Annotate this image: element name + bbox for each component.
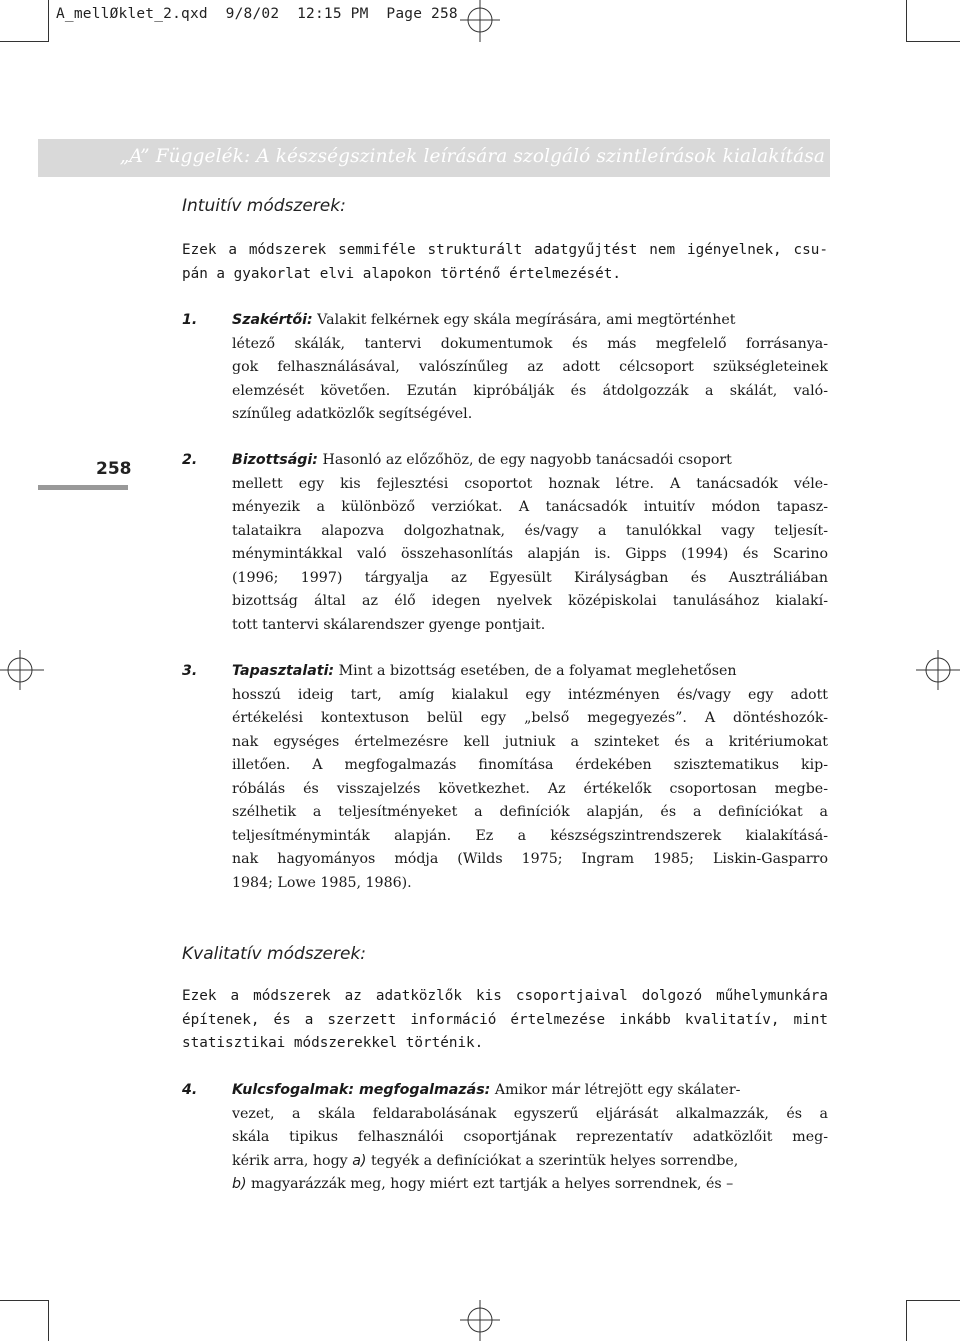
item-number: 2. [182, 452, 198, 468]
section-heading-intuitive: Intuitív módszerek: [182, 196, 346, 216]
item-keyword: Kulcsfogalmak: megfogalmazás: [232, 1082, 491, 1098]
list-item-committee: 2. Bizottsági: Hasonló az előzőhöz, de egy nagyobb tanácsadói csoport mellett egy kis fejlesztési csoportot hoznak létre. A tanácsadók véle- ményezik a különböző verziókat. A tanácsadók intuitív módon tapasz- talataikra alapozva dolgozhatnak, és/vagy a tanulókkal vagy teljesít- ménymintákkal való összehasonlítás alapján is. Gipps (1994) és Scarino (1996; 1997) tárgyalja az Egyesült Királyságban és Ausztráliában bizottság által az élő idegen nyelvek középiskolai tanulásához kialakí- tott tantervi skálarendszer gyenge pontjait. [182, 449, 828, 637]
list-item-experiential: 3. Tapasztalati: Mint a bizottság esetében, de a folyamat meglehetősen hosszú ideig tart, amíg kialakul egy intézményen és/vagy egy adott értékelési kontextuson belül egy „belső megegyezés”. A döntéshozók- nak egységes értelmezésre kell jutniuk a szinteket és a kritériumokat illetően. A megfogalmazás finomítása érdekében szisztematikus kip- róbálás és visszajelzés következhet. Az értékelők csoportosan megbe- szélhetik a teljesítményeket a definíciók alapján, és a definíciókat a teljesítményminták alapján. Ez a készségszintrendszerek kialakításá- nak hagyományos módja (Wilds 1975; Ingram 1985; Liskin-Gasparro 1984; Lowe 1985, 1986). [182, 660, 828, 895]
page-number-rule [38, 485, 128, 490]
intro-paragraph-qualitative: Ezek a módszerek az adatközlők kis csoportjaival dolgozó műhelymunkára építenek, és a szerzett információ értelmezése inkább kvalitatív, mint statisztikai módszerekkel történik. [182, 988, 828, 1051]
item-number: 4. [182, 1082, 198, 1098]
page-number: 258 [96, 459, 132, 479]
item-keyword: Szakértői: [232, 312, 313, 328]
registration-target-left [0, 650, 44, 690]
registration-target-right [916, 650, 960, 690]
list-item-expert: 1. Szakértői: Valakit felkérnek egy skála megírására, ami megtörténhet létező skálák, tantervi dokumentumok és más megfelelő forrásanya- gok felhasználásával, valószínűleg az adott célcsoport szükségleteinek elemzését követően. Ezután kipróbálják és átdolgozzák a skálát, való- színűleg adatközlők segítségével. [182, 309, 828, 427]
file-slug: A_mellØklet_2.qxd 9/8/02 12:15 PM Page 258 [56, 6, 458, 22]
item-keyword: Bizottsági: [232, 452, 318, 468]
appendix-banner [38, 139, 830, 177]
section-heading-qualitative: Kvalitatív módszerek: [182, 944, 367, 964]
list-item-key-concepts: 4. Kulcsfogalmak: megfogalmazás: Amikor már létrejött egy skálater- vezet, a skála feldarabolásának egyszerű eljárását alkalmazzák, és a skála tipikus felhasználói csoportjának reprezentatív adatközlőit meg- kérik arra, hogy a) tegyék a definíciókat a szerintük helyes sorrendbe, b) magyarázzák meg, hogy miért ezt tartják a helyes sorrendnek, és – [182, 1079, 828, 1197]
item-keyword: Tapasztalati: [232, 663, 335, 679]
appendix-title: „A” Függelék: A készségszintek leírására szolgáló szintleírások kialakítása [119, 146, 825, 167]
intro-paragraph-intuitive: Ezek a módszerek semmiféle strukturált adatgyűjtést nem igényelnek, csu- pán a gyakorlat elvi alapokon történő értelmezését. [182, 242, 828, 282]
enum-mark-a: a) [352, 1152, 367, 1169]
item-number: 3. [182, 663, 198, 679]
enum-mark-b: b) [232, 1176, 247, 1192]
registration-target-bottom [460, 1300, 500, 1341]
registration-target-top [460, 0, 500, 42]
item-number: 1. [182, 312, 198, 328]
